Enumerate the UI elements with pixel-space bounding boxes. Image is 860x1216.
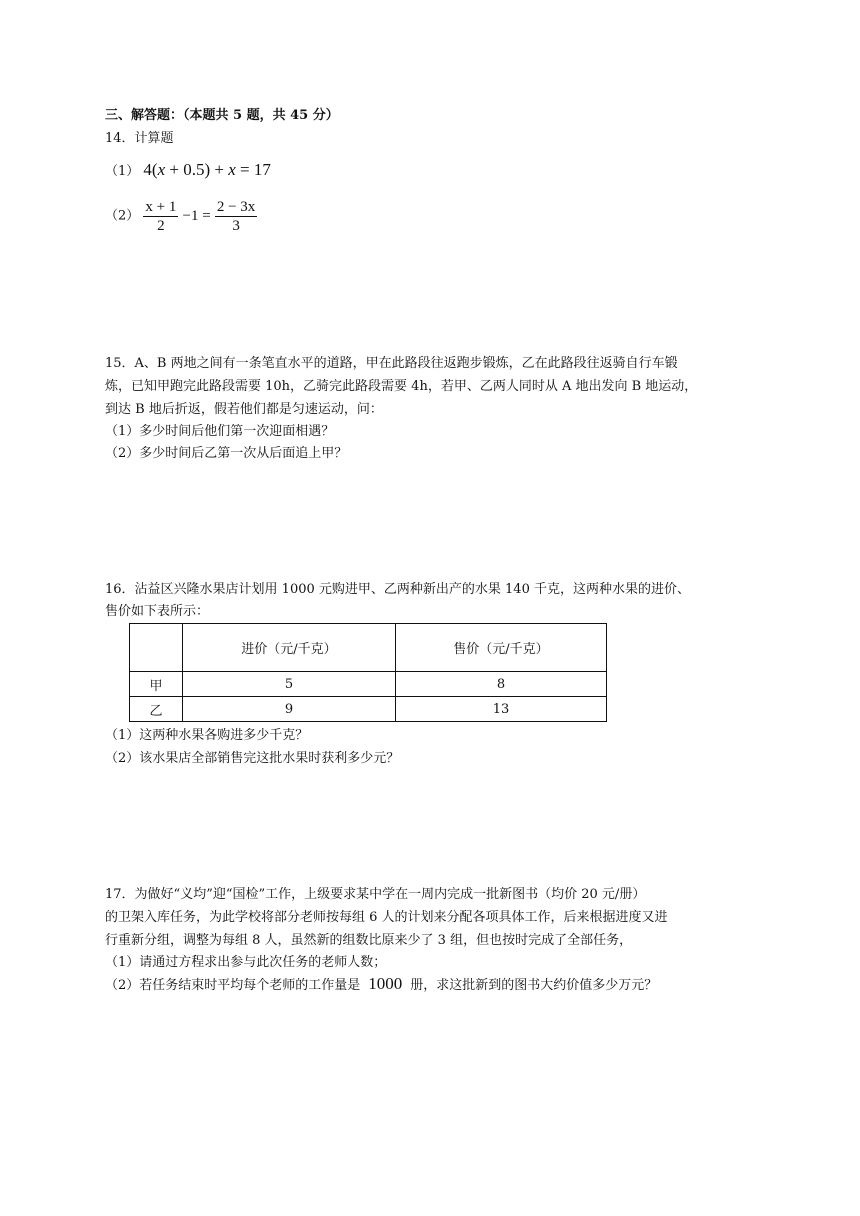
q17-sub2-text-a: （2）若任务结束时平均每个老师的工作量是	[105, 978, 361, 993]
table-header-cell: 进价（元/千克）	[183, 624, 396, 672]
q17-line3: 行重新分组，调整为每组 8 人，虽然新的组数比原来少了 3 组，但也按时完成了全部任务，	[105, 933, 633, 948]
q14-part2-label: （2）	[105, 208, 140, 224]
q15-sub1: （1）多少时间后他们第一次迎面相遇？	[105, 424, 335, 439]
q14-part2	[105, 196, 257, 237]
q14-part2-fraction-left: $\frac{x + 1}{2}$	[145, 198, 177, 234]
q15-sub2: （2）多少时间后乙第一次从后面追上甲？	[105, 446, 348, 461]
q14-part2-fraction-right: $\frac{2 - 3x}{3}$	[216, 198, 256, 234]
q14-part1	[105, 160, 271, 182]
q15-line3: 到达 B 地后折返，假若他们都是匀速运动，问：	[105, 402, 383, 417]
table-row	[130, 672, 607, 697]
table-cell: 13	[396, 697, 607, 722]
table-cell: 9	[183, 697, 396, 722]
q17-line1: 17．为做好“义均”迎“国检”工作，上级要求某中学在一周内完成一批新图书（均价 20 元/册）	[105, 887, 646, 902]
q14-part1-label: （1）	[105, 164, 140, 179]
q17-sub2-text-b: 册，求这批新到的图书大约价值多少万元？	[410, 978, 658, 993]
q15-line1: 15．A、B 两地之间有一条笔直水平的道路，甲在此路段往返跑步锻炼，乙在此路段往返骑自行车锻	[105, 356, 678, 371]
section-header: 三、解答题：（本题共 5 题，共 45 分）	[105, 108, 339, 123]
q16-line2: 售价如下表所示：	[105, 604, 210, 619]
q14-part1-equation: 4(x + 0.5) + x = 17	[143, 160, 271, 179]
q17-sub2-number: 1000	[368, 974, 403, 993]
q17-sub1: （1）请通过方程求出参与此次任务的老师人数；	[105, 955, 387, 970]
q14-part2-middle: −1 =	[182, 208, 211, 224]
q16-sub1: （1）这两种水果各购进多少千克？	[105, 728, 309, 743]
q17-sub2	[105, 974, 657, 996]
table-header-cell: 售价（元/千克）	[396, 624, 607, 672]
table-cell: 5	[183, 672, 396, 697]
price-table	[129, 623, 607, 722]
table-header-row	[130, 624, 607, 672]
q15-line2: 炼，已知甲跑完此路段需要 10h，乙骑完此路段需要 4h，若甲、乙两人同时从 A 地出发向 B 地运动，	[105, 379, 698, 394]
q16-sub2: （2）该水果店全部销售完这批水果时获利多少元？	[105, 751, 400, 766]
table-row	[130, 697, 607, 722]
q16-line1: 16．沾益区兴隆水果店计划用 1000 元购进甲、乙两种新出产的水果 140 千克，这两种水果的进价、	[105, 582, 690, 597]
q14-title: 14．计算题	[105, 131, 174, 146]
table-cell: 8	[396, 672, 607, 697]
table-header-cell	[130, 624, 183, 672]
table-cell: 甲	[130, 672, 183, 697]
q17-line2: 的卫架入库任务，为此学校将部分老师按每组 6 人的计划来分配各项具体工作，后来根据进度又进	[105, 910, 668, 925]
table-cell: 乙	[130, 697, 183, 722]
